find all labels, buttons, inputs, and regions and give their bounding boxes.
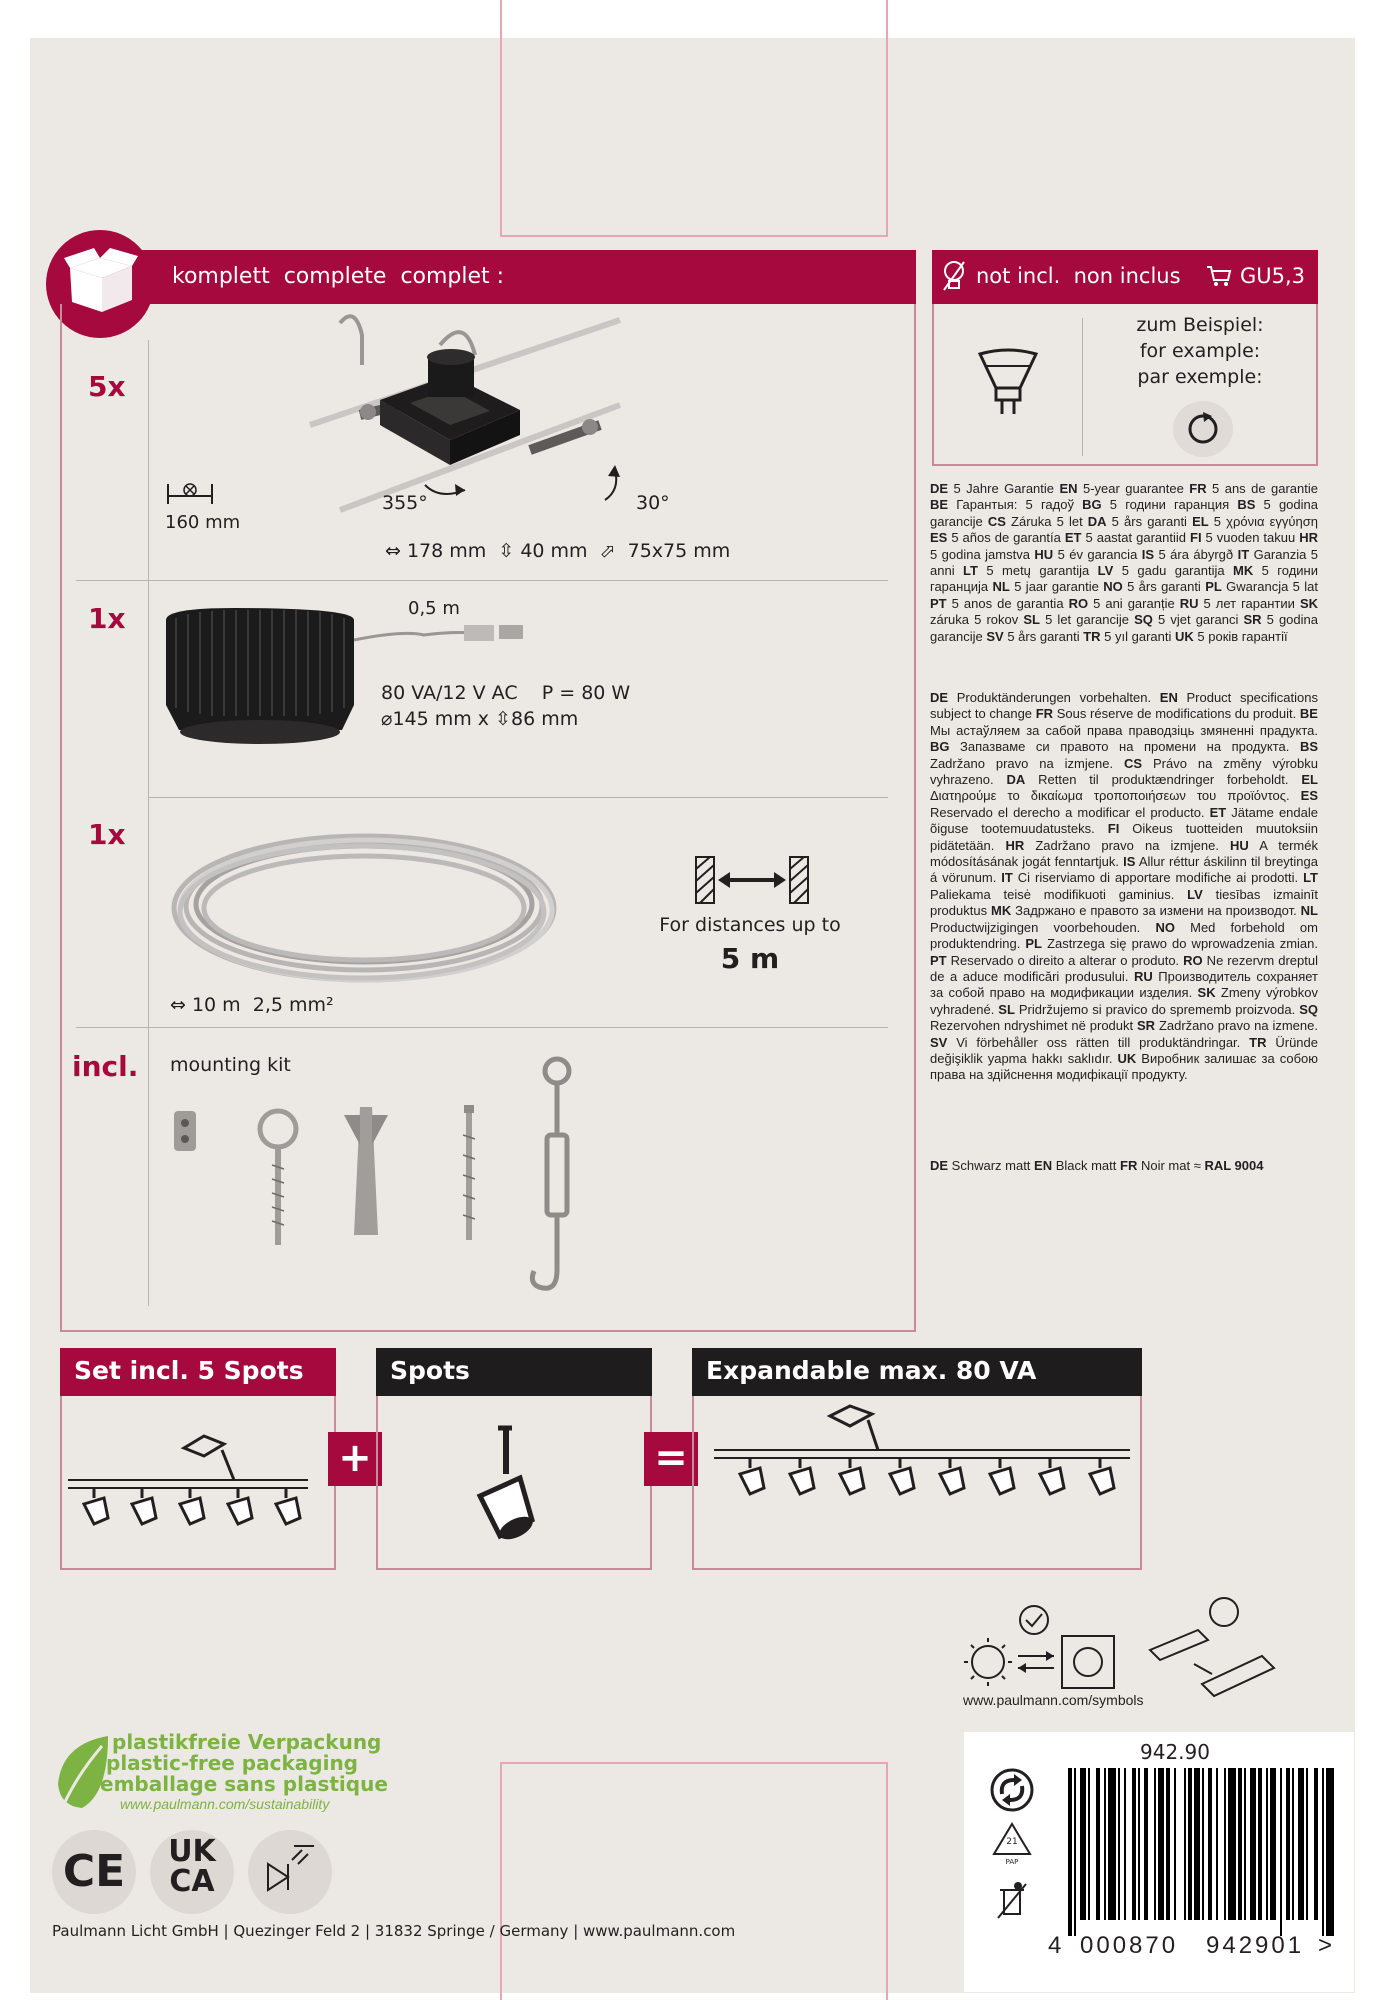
changes-text: DE Produktänderungen vorbehalten. EN Product specifications subject to change FR Sous réserve de modifications du produit. BE Мы астаўляем за сабой права праводзіць змяненні прадукта. BG Запазваме си правото на промени на продукта. BS Zadržano pravo na izmjene. CS Právo na změny výrobku vyhrazeno. DA Retten til produktændringer forbeholdt. EL Διατηρούμε το δικαίωμα τροποποιήσεων του προϊόντος. ES Reservado el derecho a modificar el producto. ET Jätame endale õiguse tootemuudatusteks. FI Oikeus tuotteiden muutoksiin pidätetään. HR Zadržano pravo na izmjene. HU A termék módosításának jogát fenntartjuk. IS Allur réttur áskilinn til breytinga á vörunum. IT Ci riserviamo di apportare modifiche ai prodotti. LT Paliekama teisė modifikuoti gaminius. LV tiesības izmainīt produktus MK Задржано е правото за измени на производот. NL Productwijzigingen voorbehouden. NO Med forbehold om produktendring. PL Zastrzega się prawo do wprowadzenia zmian. PT Reservado o direito a alterar o produto. RO Ne rezervm dreptul de a aduce modificări produsului. RU Производитель сохраняет за собой право на модификации изделия. SK Zmeny výrobkov vyhradené. SL Pridržujemo si pravico do sprememb proizvoda. SQ Rezervohen ndryshimet në produkt SR Zadržano pravo na izmene. SV Vi förbehåller oss rätten till produktändringar. TR Üründe değişiklik yapma hakkı saklıdır. UK Виробник залишає за собою права на здійснення модифікації продукту. (930, 690, 1319, 1083)
plus-sign: + (328, 1432, 382, 1486)
fold-bottom (500, 1762, 888, 2000)
angle-right: 30° (636, 492, 670, 514)
barcode-arrow: > (1318, 1932, 1333, 1959)
barcode-bar (1194, 1768, 1200, 1920)
barcode-bar (1158, 1768, 1164, 1920)
single-spot-icon (460, 1424, 570, 1544)
eco-line-3: emballage sans plastique (100, 1772, 388, 1796)
barcode-bar (1124, 1768, 1126, 1920)
transformer-power: 80 VA/12 V AC P = 80 W (381, 682, 631, 704)
barcode-bar (1244, 1768, 1246, 1920)
wire-coil-image (164, 820, 564, 990)
lamp-excluded-icon (942, 260, 966, 292)
barcode-bar (1108, 1768, 1116, 1920)
qty-spots: 5x (88, 370, 126, 403)
barcode-bar (1184, 1768, 1186, 1920)
row-divider-3 (76, 1027, 888, 1028)
row-divider-2 (148, 797, 888, 798)
barcode-bar (1074, 1768, 1076, 1936)
expandable-spots-icon (710, 1402, 1140, 1512)
barcode-bar (1104, 1768, 1106, 1920)
row-divider-1 (76, 580, 888, 581)
set-incl-bar: Set incl. 5 Spots (60, 1348, 336, 1396)
barcode-bar (1202, 1768, 1204, 1920)
example-line-2: for example: (1139, 340, 1261, 362)
angle-left: 355° (382, 492, 428, 514)
not-incl-divider (1082, 318, 1083, 456)
eco-url: www.paulmann.com/sustainability (120, 1796, 330, 1812)
distance-label: For distances up to (659, 914, 841, 936)
complete-label: komplett complete complet : (172, 264, 505, 289)
socket-label: GU5,3 (1240, 264, 1306, 288)
fold-top (500, 0, 888, 237)
barcode-bar (1188, 1768, 1192, 1920)
dimming-symbols-icon (962, 1600, 1282, 1700)
ce-mark-text: CE (62, 1846, 126, 1897)
expandable-bar: Expandable max. 80 VA (692, 1348, 1142, 1396)
ukca-mark-bottom: CA (169, 1864, 215, 1899)
barcode-bar (1298, 1768, 1304, 1920)
barcode-bar (1270, 1768, 1276, 1920)
equals-sign: = (644, 1432, 698, 1486)
barcode-bar (1292, 1768, 1294, 1920)
mounting-kit-label: mounting kit (170, 1054, 291, 1076)
barcode-bar (1258, 1768, 1262, 1920)
cable-length: 0,5 m (408, 598, 460, 619)
transformer-size: ⌀145 mm x ⇳86 mm (381, 708, 579, 730)
barcode-bar (1326, 1768, 1334, 1936)
barcode-bar (1280, 1768, 1282, 1936)
qty-transformer: 1x (88, 602, 126, 635)
barcode-bar (1088, 1768, 1090, 1920)
barcode-bar (1118, 1768, 1120, 1920)
distance-icon (692, 855, 812, 905)
barcode-bar (1138, 1768, 1140, 1920)
barcode-bar (1174, 1768, 1176, 1920)
barcode-bar (1250, 1768, 1256, 1920)
barcode-bar (1132, 1768, 1136, 1920)
eco-line-1: plastikfreie Verpackung (112, 1730, 382, 1754)
barcode-bar (1266, 1768, 1268, 1920)
eco-line-2: plastic-free packaging (106, 1751, 358, 1775)
led-symbol-icon (258, 1840, 322, 1900)
barcode-bar (1166, 1768, 1170, 1920)
color-text: DE Schwarz matt EN Black matt FR Noir mat ≈ RAL 9004 (930, 1158, 1264, 1173)
barcode-bar (1144, 1768, 1148, 1920)
set-5-spots-icon (64, 1428, 314, 1538)
article-number: 942.90 (1140, 1740, 1210, 1764)
barcode-bar (1096, 1768, 1100, 1920)
footer-address: Paulmann Licht GmbH | Quezinger Feld 2 | 31832 Springe / Germany | www.paulmann.com (52, 1922, 736, 1940)
cart-icon (1206, 264, 1232, 288)
barcode-bar (1286, 1768, 1290, 1920)
barcode-bar (1224, 1768, 1226, 1920)
barcode-bar (1216, 1768, 1218, 1920)
barcode-bar (1238, 1768, 1242, 1920)
spacing-label: 160 mm (165, 512, 241, 533)
barcode-bar (1314, 1768, 1318, 1920)
gu53-bulb-icon (976, 348, 1040, 418)
ukca-mark-top: UK (168, 1834, 216, 1869)
not-incl-label: not incl. non inclus (976, 264, 1181, 288)
barcode-bar (1228, 1768, 1236, 1920)
rotation-arrows-icon (420, 460, 640, 510)
spots-bar: Spots (376, 1348, 652, 1396)
qty-mounting-kit: incl. (72, 1050, 139, 1083)
qty-column-divider (148, 340, 149, 1306)
waste-bin-icon (994, 1880, 1030, 1920)
recycle-icon (990, 1768, 1034, 1812)
spacing-icon (166, 482, 214, 506)
barcode-bar (1306, 1768, 1308, 1920)
barcode-bar (1208, 1768, 1212, 1920)
barcode-group-2: 942901 (1206, 1932, 1305, 1959)
barcode-bar (1080, 1768, 1086, 1920)
qty-wire: 1x (88, 818, 126, 851)
barcode-bars (1068, 1768, 1330, 1936)
distance-value: 5 m (720, 942, 780, 975)
spot-dimensions: ⇔ 178 mm ⇳ 40 mm ⬀ 75x75 mm (385, 540, 731, 562)
barcode-bar (1154, 1768, 1156, 1920)
barcode-group-1: 000870 (1080, 1932, 1179, 1959)
symbols-url: www.paulmann.com/symbols (963, 1692, 1144, 1708)
pap-code: 21 (1006, 1837, 1018, 1847)
barcode-bar (1068, 1768, 1072, 1936)
barcode-first-digit: 4 (1048, 1932, 1062, 1959)
example-line-3: par exemple: (1137, 366, 1263, 388)
guarantee-text: DE 5 Jahre Garantie EN 5-year guarantee FR 5 ans de garantie BE Гарантыя: 5 гадоў BG 5 години гаранция BS 5 godina garancije CS Záruka 5 let DA 5 års garanti EL 5 χρόνια εγγύηση ES 5 años de garantía ET 5 aastat garantiid FI 5 vuoden takuu HR 5 godina jamstva HU 5 év garancia IS 5 ára ábyrgð IT Garanzia 5 anni LT 5 metų garantija LV 5 gadu garantija MK 5 години гаранција NL 5 jaar garantie NO 5 års garanti PL Gwarancja 5 lat PT 5 anos de garantia RO 5 ani garanție RU 5 лет гарантии SK záruka 5 rokov SL 5 let garancije SQ 5 vjet garanci SR 5 godina garancije SV 5 års garanti TR 5 yıl garanti UK 5 років гарантії (930, 481, 1318, 644)
arrow-circle-icon (1172, 400, 1234, 458)
mounting-kit-image (164, 1055, 604, 1300)
wire-label: ⇔ 10 m 2,5 mm² (170, 994, 334, 1016)
barcode-bar (1322, 1768, 1324, 1936)
pap-text: PAP (1005, 1858, 1019, 1866)
example-line-1: zum Beispiel: (1136, 314, 1264, 336)
